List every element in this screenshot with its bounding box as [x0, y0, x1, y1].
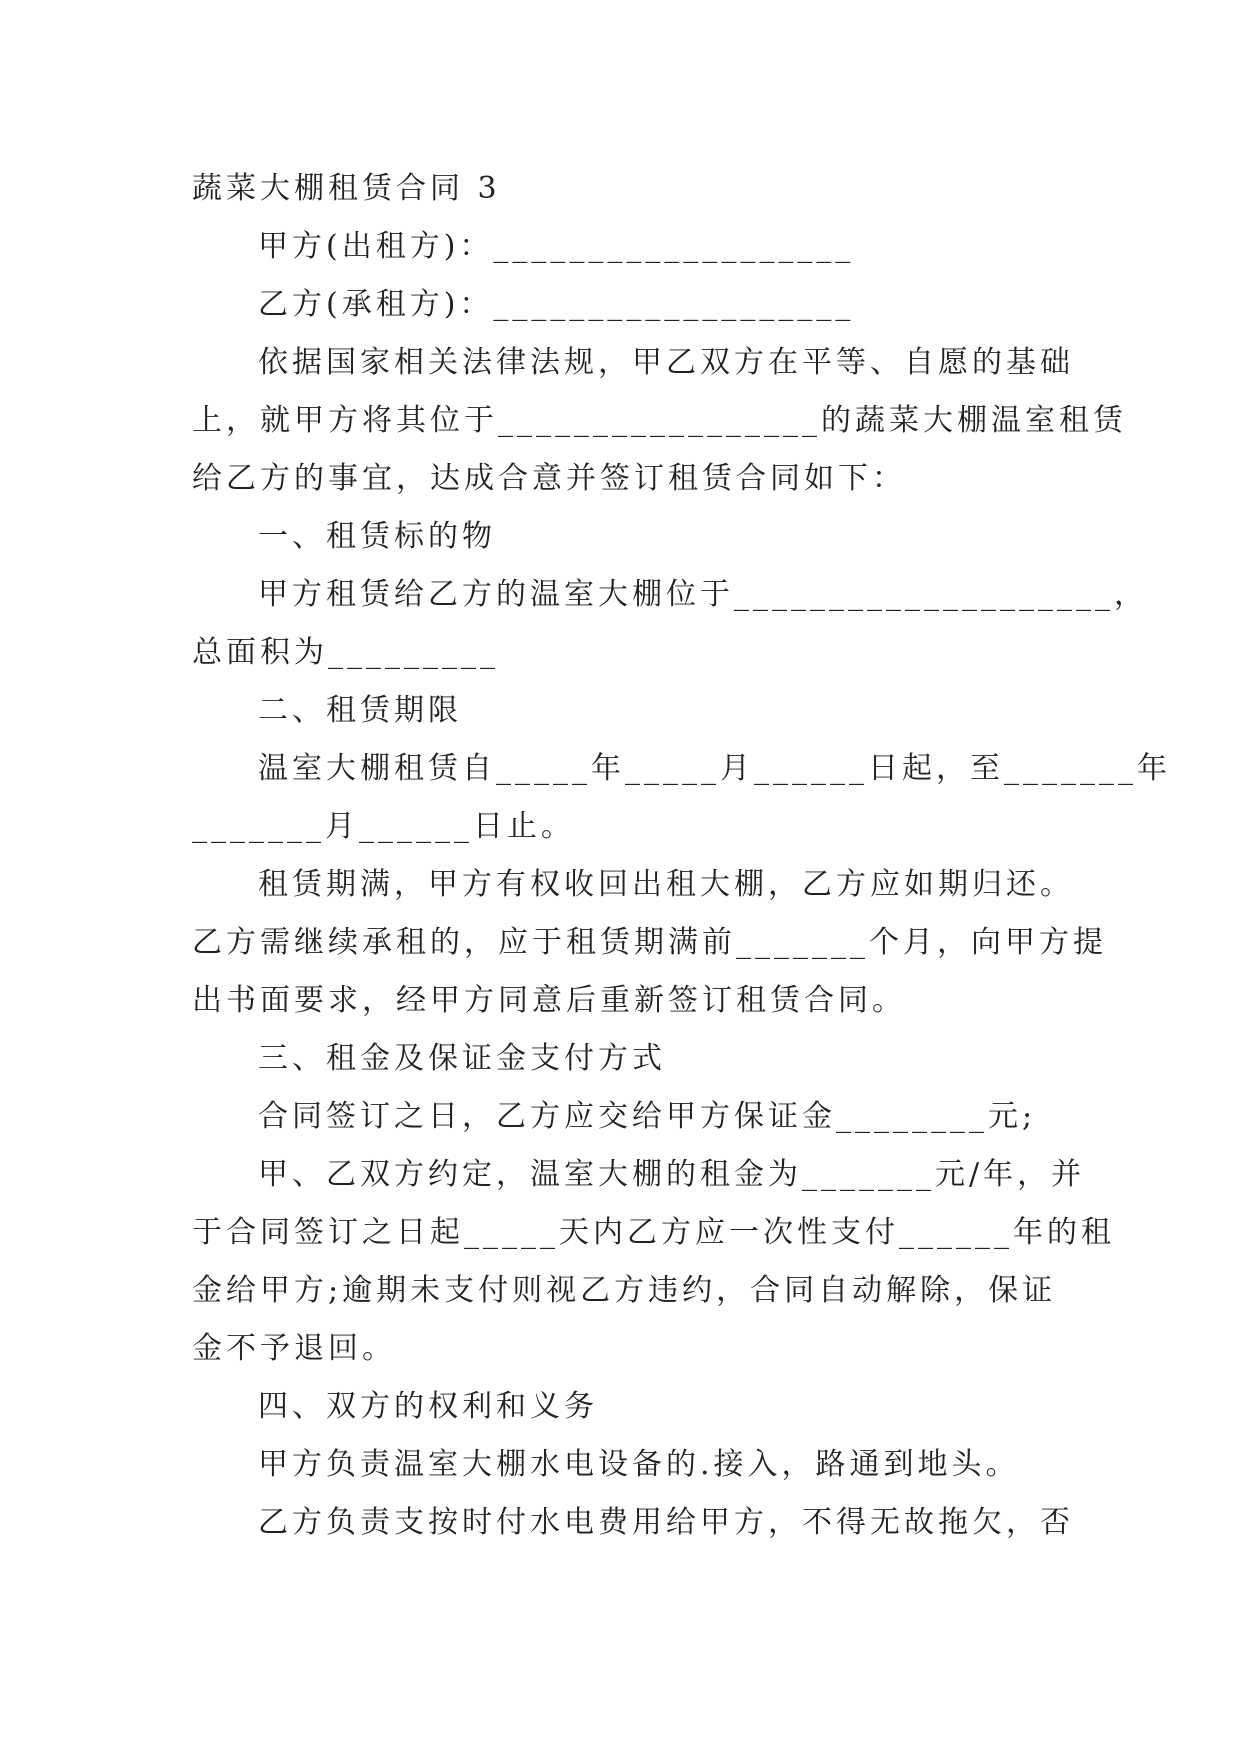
preamble-line-3: 给乙方的事宜，达成合意并签订租赁合同如下： [192, 461, 906, 496]
section-2-line-5: 出书面要求，经甲方同意后重新签订租赁合同。 [192, 983, 906, 1018]
section-2-heading: 二、租赁期限 [258, 693, 462, 728]
section-3-line-2: 甲、乙双方约定，温室大棚的租金为_______元/年，并 [258, 1157, 1086, 1192]
section-1-line-2: 总面积为_________ [192, 635, 499, 670]
section-1-heading: 一、租赁标的物 [258, 519, 496, 554]
section-4-line-1: 甲方负责温室大棚水电设备的.接入，路通到地头。 [258, 1447, 1020, 1482]
party-b-line: 乙方(承租方)：___________________ [258, 287, 855, 322]
section-3-line-5: 金不予退回。 [192, 1331, 396, 1366]
section-2-line-1: 温室大棚租赁自_____年_____月______日起，至_______年 [258, 751, 1171, 786]
section-3-line-4: 金给甲方;逾期未支付则视乙方违约，合同自动解除，保证 [192, 1273, 1057, 1308]
preamble-line-2: 上，就甲方将其位于_________________的蔬菜大棚温室租赁 [192, 403, 1127, 438]
section-1-line-1: 甲方租赁给乙方的温室大棚位于____________________， [258, 577, 1148, 612]
party-a-line: 甲方(出租方)：___________________ [258, 229, 855, 264]
section-4-heading: 四、双方的权利和义务 [258, 1389, 598, 1424]
section-2-line-4: 乙方需继续承租的，应于租赁期满前_______个月，向甲方提 [192, 925, 1107, 960]
document-title: 蔬菜大棚租赁合同 3 [192, 171, 501, 206]
section-4-line-2: 乙方负责支按时付水电费用给甲方，不得无故拖欠，否 [258, 1505, 1074, 1540]
section-2-line-2: _______月______日止。 [192, 809, 575, 844]
preamble-line-1: 依据国家相关法律法规，甲乙双方在平等、自愿的基础 [258, 345, 1074, 380]
section-3-heading: 三、租金及保证金支付方式 [258, 1041, 666, 1076]
section-3-line-1: 合同签订之日，乙方应交给甲方保证金________元; [258, 1099, 1037, 1134]
document-body [192, 160, 1171, 1552]
section-2-line-3: 租赁期满，甲方有权收回出租大棚，乙方应如期归还。 [258, 867, 1074, 902]
section-3-line-3: 于合同签订之日起_____天内乙方应一次性支付______年的租 [192, 1215, 1115, 1250]
